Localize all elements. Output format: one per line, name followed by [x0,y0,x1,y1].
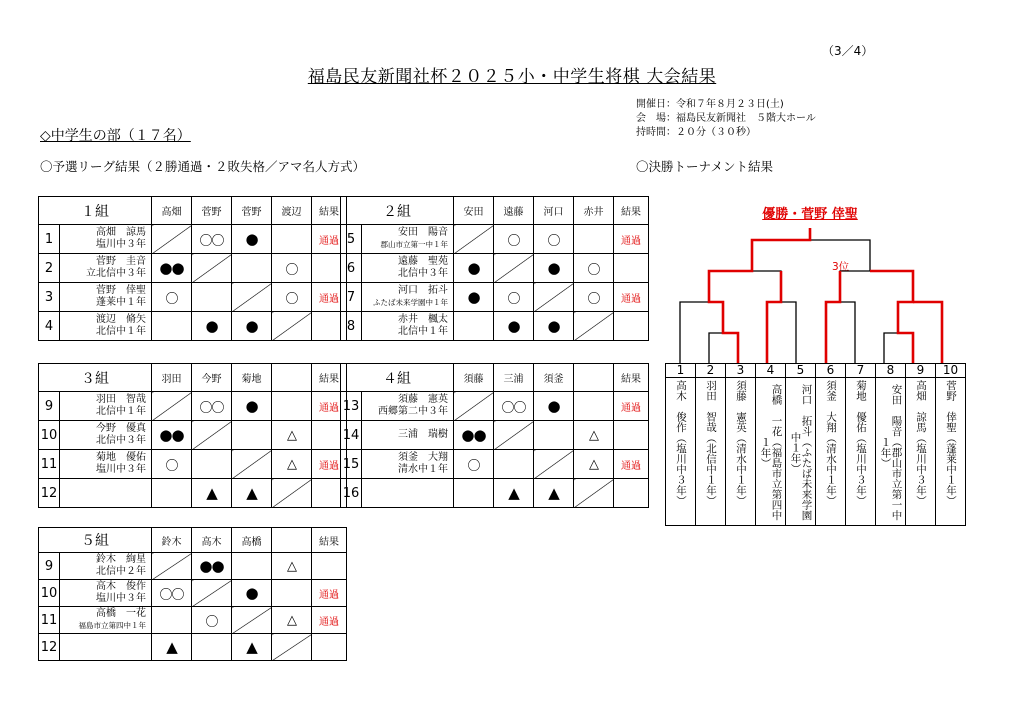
player-number: 4 [39,312,60,341]
third-place-label: 3位 [832,261,850,273]
bracket-player-cell [786,378,816,526]
bracket-player-school: （ふたば未来学園中１年） [789,431,813,521]
bracket-player-name: 高橋 一花 [770,384,783,437]
opponent-header: 羽田 [152,364,192,392]
player-number: 7 [341,283,362,312]
bracket-line [840,271,913,302]
player-number: 10 [39,421,60,450]
bracket-seed-number: 3 [726,364,756,378]
player-school: 西郷第二中３年 [378,406,448,417]
player-number: 11 [39,450,60,479]
result-cell: 通過 [614,450,649,479]
match-mark: 〇 [507,233,520,249]
match-mark: ▲ [548,484,559,502]
group-name: １組 [39,197,152,225]
result-header: 結果 [312,364,347,392]
bracket-player-school: （福島市立第四中１年） [759,436,783,521]
match-mark: ●● [199,557,224,575]
player-name: 高橋 一花 [96,608,146,619]
match-mark: 〇〇 [199,400,224,416]
result-cell: 通過 [312,392,347,421]
section-title: ◇中学生の部（１７名） [40,128,191,144]
tournament-table [665,363,966,526]
winner-label: 優勝・菅野 倖聖 [762,207,858,222]
match-mark: ● [245,230,258,248]
match-mark: ● [547,259,560,277]
player-number: 2 [39,254,60,283]
bracket-winner-line [709,228,810,363]
match-mark: ▲ [508,484,519,502]
match-mark: ● [507,317,520,335]
player-name: 安田 陽音 [398,227,448,238]
player-name: 河口 拓斗 [398,285,448,296]
player-name: 遠藤 聖苑 [398,256,448,267]
bracket-player-school: （蓬莱中１年） [945,432,957,506]
result-cell: 通過 [312,580,347,607]
opponent-header: 高畑 [152,197,192,225]
result-header: 結果 [614,364,649,392]
page-title: 福島民友新聞社杯２０２５小・中学生将棋 大会結果 [307,67,717,87]
player-school: 塩川中３年 [96,593,146,604]
match-mark: 〇 [547,233,560,249]
bracket-seed-number: 10 [936,364,966,378]
opponent-header: 安田 [454,197,494,225]
tournament-heading: 〇決勝トーナメント結果 [636,159,774,174]
bracket-player-name: 須釜 大翔 [825,380,837,433]
result-cell: 通過 [312,283,347,312]
player-name: 須藤 憲英 [398,394,448,405]
bracket-player-name: 須藤 憲英 [735,380,747,433]
opponent-header: 須釜 [534,364,574,392]
bracket-line [709,271,781,302]
player-number: 1 [39,225,60,254]
bracket-player-school: （郡山市立第一中１年） [879,436,903,521]
bracket-line [767,302,796,363]
bracket-player-school: （清水中１年） [735,432,747,506]
bracket-seed-number: 6 [816,364,846,378]
bracket-player-cell [906,378,936,526]
player-number: 13 [341,392,362,421]
opponent-header: 菅野 [232,197,272,225]
match-mark: 〇 [285,262,298,278]
opponent-header: 高橋 [232,528,272,553]
match-mark: ● [245,584,258,602]
player-number: 12 [39,634,60,661]
bracket-player-school: （塩川中３年） [855,432,867,506]
match-mark: △ [589,427,598,443]
bracket-player-school: （清水中１年） [825,432,837,506]
bracket-player-name: 菅野 倖聖 [945,380,957,433]
bracket-seed-number: 2 [696,364,726,378]
opponent-header: 鈴木 [152,528,192,553]
match-mark: △ [287,558,296,574]
player-name: 羽田 智哉 [96,394,146,405]
match-mark: 〇〇 [501,400,526,416]
result-header: 結果 [614,197,649,225]
match-mark: 〇 [165,291,178,307]
bracket-seed-number: 1 [666,364,696,378]
match-mark: 〇 [587,262,600,278]
player-number: 9 [39,392,60,421]
player-name: 菊地 優佑 [96,452,146,463]
bracket-player-cell [936,378,966,526]
match-mark: ● [467,259,480,277]
player-name: 須釜 大翔 [398,452,448,463]
event-time: 持時間：２０分（３０秒） [636,127,756,138]
match-mark: △ [589,456,598,472]
match-mark: △ [287,427,296,443]
match-mark: 〇〇 [159,587,184,603]
match-mark: 〇〇 [199,233,224,249]
match-mark: ▲ [206,484,217,502]
match-mark: 〇 [507,291,520,307]
player-school: 北信中１年 [96,406,146,417]
match-mark: △ [287,456,296,472]
bracket-line [752,240,870,271]
bracket-winner-line [767,271,781,363]
player-school: 立北信中３年 [86,268,146,279]
match-mark: 〇 [165,458,178,474]
player-name: 菅野 圭音 [96,256,146,267]
player-number: 8 [341,312,362,341]
player-number: 16 [341,479,362,508]
result-cell: 通過 [312,450,347,479]
player-number: 15 [341,450,362,479]
player-number: 12 [39,479,60,508]
bracket-player-name: 高畑 諒馬 [915,380,927,433]
bracket-winner-line [913,302,942,363]
bracket-player-cell [756,378,786,526]
opponent-header: 菅野 [192,197,232,225]
bracket-winner-line [870,271,913,363]
bracket-player-name: 羽田 智哉 [705,380,717,433]
match-mark: ▲ [246,484,257,502]
bracket-player-school: （北信中１年） [705,432,717,506]
bracket-line [709,333,738,363]
player-name: 高木 俊作 [96,581,146,592]
player-school: 郡山市立第一中１年 [380,240,448,249]
opponent-header: 赤井 [574,197,614,225]
player-name: 渡辺 脩矢 [96,314,146,325]
match-mark: ●● [159,259,184,277]
player-school: 北信中２年 [96,566,146,577]
bracket-line [826,302,855,363]
match-mark: ▲ [166,638,177,656]
opponent-header: 渡辺 [272,197,312,225]
player-number: 11 [39,607,60,634]
group-name: ５組 [39,528,152,553]
bracket-player-cell [666,378,696,526]
bracket-player-cell [816,378,846,526]
opponent-header: 菊地 [232,364,272,392]
result-cell: 通過 [312,607,347,634]
player-school: 北信中１年 [96,326,146,337]
bracket-player-cell [876,378,906,526]
player-school: 北信中１年 [398,326,448,337]
player-number: 3 [39,283,60,312]
bracket-player-school: （塩川中３年） [915,432,927,506]
match-mark: ● [245,397,258,415]
bracket-seed-number: 8 [876,364,906,378]
player-school: 塩川中３年 [96,239,146,250]
bracket-seed-number: 5 [786,364,816,378]
player-name: 高畑 諒馬 [96,227,146,238]
opponent-header: 遠藤 [494,197,534,225]
match-mark: ● [205,317,218,335]
match-mark: ●● [159,426,184,444]
match-mark: ● [467,288,480,306]
bracket-player-name: 安田 陽音 [890,384,903,437]
opponent-header: 今野 [192,364,232,392]
bracket-winner-line [826,271,840,363]
player-school: 北信中３年 [96,435,146,446]
player-name: 赤井 楓太 [398,314,448,325]
bracket-player-name: 菊地 優佑 [855,380,867,433]
bracket-seed-number: 4 [756,364,786,378]
event-date: 開催日：令和７年８月２３日(土) [636,99,784,110]
result-cell: 通過 [312,225,347,254]
player-school: 北信中３年 [398,268,448,279]
bracket-player-name: 高木 俊作 [675,380,687,433]
opponent-header: 高木 [192,528,232,553]
player-number: 6 [341,254,362,283]
result-cell: 通過 [614,392,649,421]
result-header: 結果 [312,197,347,225]
match-mark: △ [287,612,296,628]
opponent-header: 河口 [534,197,574,225]
event-venue: 会 場：福島民友新聞社 ５階大ホール [636,113,816,124]
player-school: 塩川中３年 [96,464,146,475]
result-cell: 通過 [614,283,649,312]
match-mark: ● [245,317,258,335]
player-name: 菅野 倖聖 [96,285,146,296]
player-number: 9 [39,553,60,580]
bracket-player-cell [696,378,726,526]
group-name: ３組 [39,364,152,392]
match-mark: ● [547,397,560,415]
bracket-seed-number: 9 [906,364,936,378]
match-mark: 〇 [587,291,600,307]
match-mark: 〇 [205,614,218,630]
player-number: 5 [341,225,362,254]
match-mark: 〇 [285,291,298,307]
bracket-player-cell [846,378,876,526]
opponent-header: 須藤 [454,364,494,392]
player-school: ふたば未来学園中１年 [373,298,448,307]
player-school: 蓬莱中１年 [96,297,146,308]
bracket-seed-number: 7 [846,364,876,378]
player-name: 鈴木 絢星 [96,554,146,565]
match-mark: ● [547,317,560,335]
player-school: 清水中１年 [398,464,448,475]
player-school: 福島市立第四中１年 [78,621,146,630]
bracket-player-name: 河口 拓斗 [800,384,813,437]
opponent-header: 三浦 [494,364,534,392]
group-name: ４組 [341,364,454,392]
bracket-player-cell [726,378,756,526]
player-number: 10 [39,580,60,607]
player-number: 14 [341,421,362,450]
group-name: ２組 [341,197,454,225]
bracket-line [884,333,913,363]
match-mark: ▲ [246,638,257,656]
match-mark: 〇 [467,458,480,474]
result-header: 結果 [312,528,347,553]
player-name: 三浦 瑞樹 [398,429,448,440]
bracket-player-school: （塩川中３年） [675,432,687,506]
match-mark: ●● [461,426,486,444]
league-heading: 〇予選リーグ結果（２勝通過・２敗失格／アマ名人方式） [40,159,366,174]
page-number: （3／4） [822,44,874,58]
player-name: 今野 優真 [96,423,146,434]
result-cell: 通過 [614,225,649,254]
